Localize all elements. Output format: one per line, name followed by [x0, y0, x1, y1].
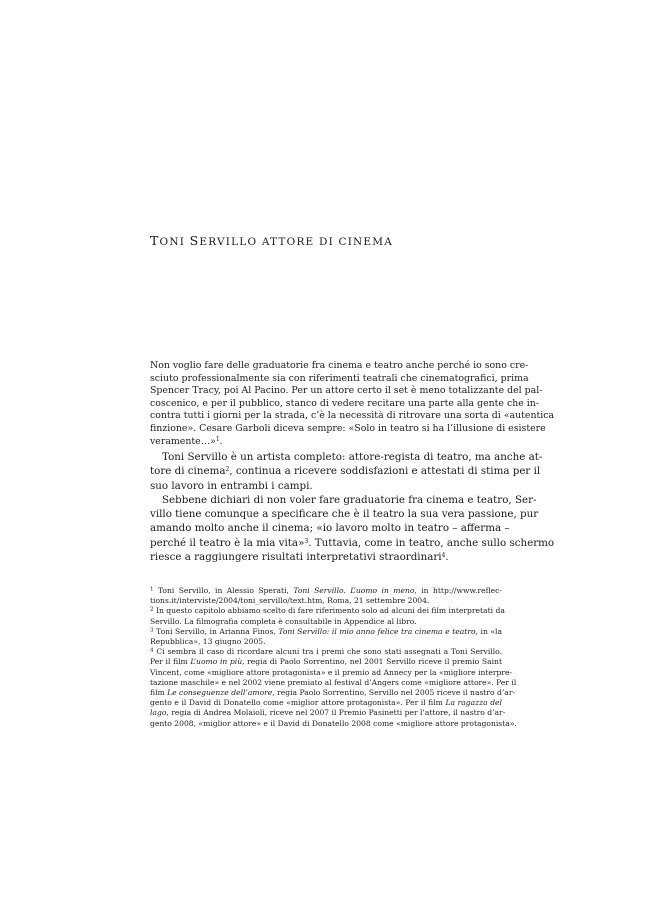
footnote-text: Toni Servillo, in Arianna Finos, [153, 626, 279, 636]
footnote-number: 3 [150, 627, 154, 634]
epigraph-end: . [219, 435, 223, 447]
footnote-text: film [150, 688, 168, 698]
footnote-1 [150, 586, 502, 596]
body-line [150, 464, 541, 478]
footnote-text: gento e il David di Donatello come «miglior attore protagonista». Per il film [150, 698, 446, 708]
epigraph-line: Spencer Tracy, poi Al Pacino. Per un attore certo il set è meno totalizzante del pal- [150, 385, 543, 397]
epigraph-line: finzione». Cesare Garboli diceva sempre: «Solo in teatro si ha l’illusione di esistere [150, 422, 546, 434]
body-line: Toni Servillo è un artista completo: attore-regista di teatro, ma anche at- [162, 451, 543, 463]
footnote-text: , in http://www.reflec- [414, 586, 502, 595]
footnote-1-cont: tions.it/interviste/2004/toni_servillo/text.htm, Roma, 21 settembre 2004. [150, 596, 430, 606]
footnote-italic: L’uomo in più [190, 657, 243, 667]
epigraph-line: Non voglio fare delle graduatorie fra cinema e teatro anche perché io sono cre- [150, 360, 529, 371]
footnote-4 [150, 647, 502, 657]
footnote-text: Per il film [150, 657, 191, 667]
footnote-italic: Le conseguenze dell’amore [167, 688, 273, 698]
epigraph-line: sciuto professionalmente sia con riferimenti teatrali che cinematografici, prima [150, 372, 529, 384]
footnote-number: 4 [150, 647, 154, 654]
body-text [150, 450, 555, 564]
footnote-ref-4[interactable]: 4 [441, 552, 446, 560]
body-line [150, 550, 502, 564]
epigraph-last-line [150, 436, 502, 449]
footnote-text: , regia di Paolo Sorrentino, nel 2001 Servillo riceve il premio Saint [242, 657, 502, 667]
footnote-text: , regia di Andrea Molaioli, riceve nel 2007 il Premio Pasinetti per l’attore, il nastro d’ar- [166, 708, 506, 718]
footnote-italic: La ragazza del [445, 698, 502, 708]
body-text-run: . Tuttavia, come in teatro, anche sullo schermo [308, 536, 555, 549]
footnote-3 [150, 627, 502, 637]
footnote-2-cont: Servillo. La filmografia completa è consultabile in Appendice al libro. [150, 616, 417, 626]
chapter-title [150, 233, 510, 248]
body-text-run: , continua a ricevere soddisfazioni e attestati di stima per il [229, 465, 541, 478]
footnotes [150, 586, 517, 729]
footnote-italic: Toni Servillo. L’uomo in meno [293, 586, 415, 595]
footnote-4-cont [150, 708, 506, 718]
footnote-text: Ci sembra il caso di ricordare alcuni tra i premi che sono stati assegnati a Toni Servillo. [153, 647, 502, 657]
body-text-run: tore di cinema [150, 465, 226, 478]
footnote-ref-1[interactable]: 1 [215, 435, 220, 443]
footnote-number: 2 [150, 606, 154, 613]
footnote-4-cont [150, 698, 502, 708]
body-text-run: riesce a raggiungere risultati interpretativi straordinari [150, 551, 442, 564]
footnote-text: Toni Servillo, in Alessio Sperati, [153, 586, 294, 595]
footnote-4-cont [150, 688, 516, 698]
footnote-4-cont [150, 657, 502, 667]
footnote-ref-3[interactable]: 3 [304, 537, 309, 545]
footnote-italic: lago [150, 708, 167, 718]
footnote-4-cont: tazione maschile» e nel 2002 viene premiato al festival d’Angers come «migliore attore». Per il [150, 677, 517, 687]
footnote-italic: Toni Servillo: il mio anno felice tra cinema e teatro [278, 626, 476, 636]
title-initial-1: T [150, 233, 160, 248]
body-line: villo tiene comunque a specificare che è il teatro la sua vera passione, pur [150, 508, 539, 521]
title-word-1: ONI [159, 236, 190, 248]
body-line: Sebbene dichiari di non voler fare graduatorie fra cinema e teatro, Ser- [162, 493, 537, 506]
footnote-text: , in «la [475, 626, 502, 636]
footnote-text: , regia Paolo Sorrentino, Servillo nel 2005 riceve il nastro d’ar- [272, 688, 516, 698]
body-line: amando molto anche il cinema; «io lavoro molto in teatro – afferma – [150, 522, 510, 535]
epigraph-line: coscenico, e per il pubblico, stanco di vedere recitare una parte alla gente che in- [150, 397, 539, 409]
epigraph-text: veramente…» [150, 435, 216, 447]
footnote-4-cont: Vincent, come «migliore attore protagonista» e il premio ad Annecy per la «migliore interpre- [150, 667, 513, 677]
body-text-run: perché il teatro è la mia vita» [150, 536, 305, 549]
title-word-2: ERVILLO ATTORE DI CINEMA [199, 236, 394, 248]
footnote-ref-2[interactable]: 2 [225, 466, 230, 474]
epigraph-line: contra tutti i giorni per la strada, c’è la necessità di ritrovare una sorta di «autentica [150, 410, 555, 422]
body-text-run: . [445, 551, 449, 564]
footnote-number: 1 [150, 586, 154, 593]
title-initial-2: S [189, 233, 200, 248]
footnote-3-cont: Repubblica», 13 giugno 2005. [150, 637, 266, 647]
body-line: suo lavoro in entrambi i campi. [150, 479, 313, 492]
footnote-2 [150, 606, 505, 616]
body-line [150, 536, 555, 550]
footnote-text: In questo capitolo abbiamo scelto di fare riferimento solo ad alcuni dei film interpretati da [153, 606, 505, 616]
footnote-4-cont: gento 2008, «miglior attore» e il David di Donatello 2008 come «migliore attore protagonista». [150, 718, 517, 728]
epigraph-quote [150, 360, 555, 448]
